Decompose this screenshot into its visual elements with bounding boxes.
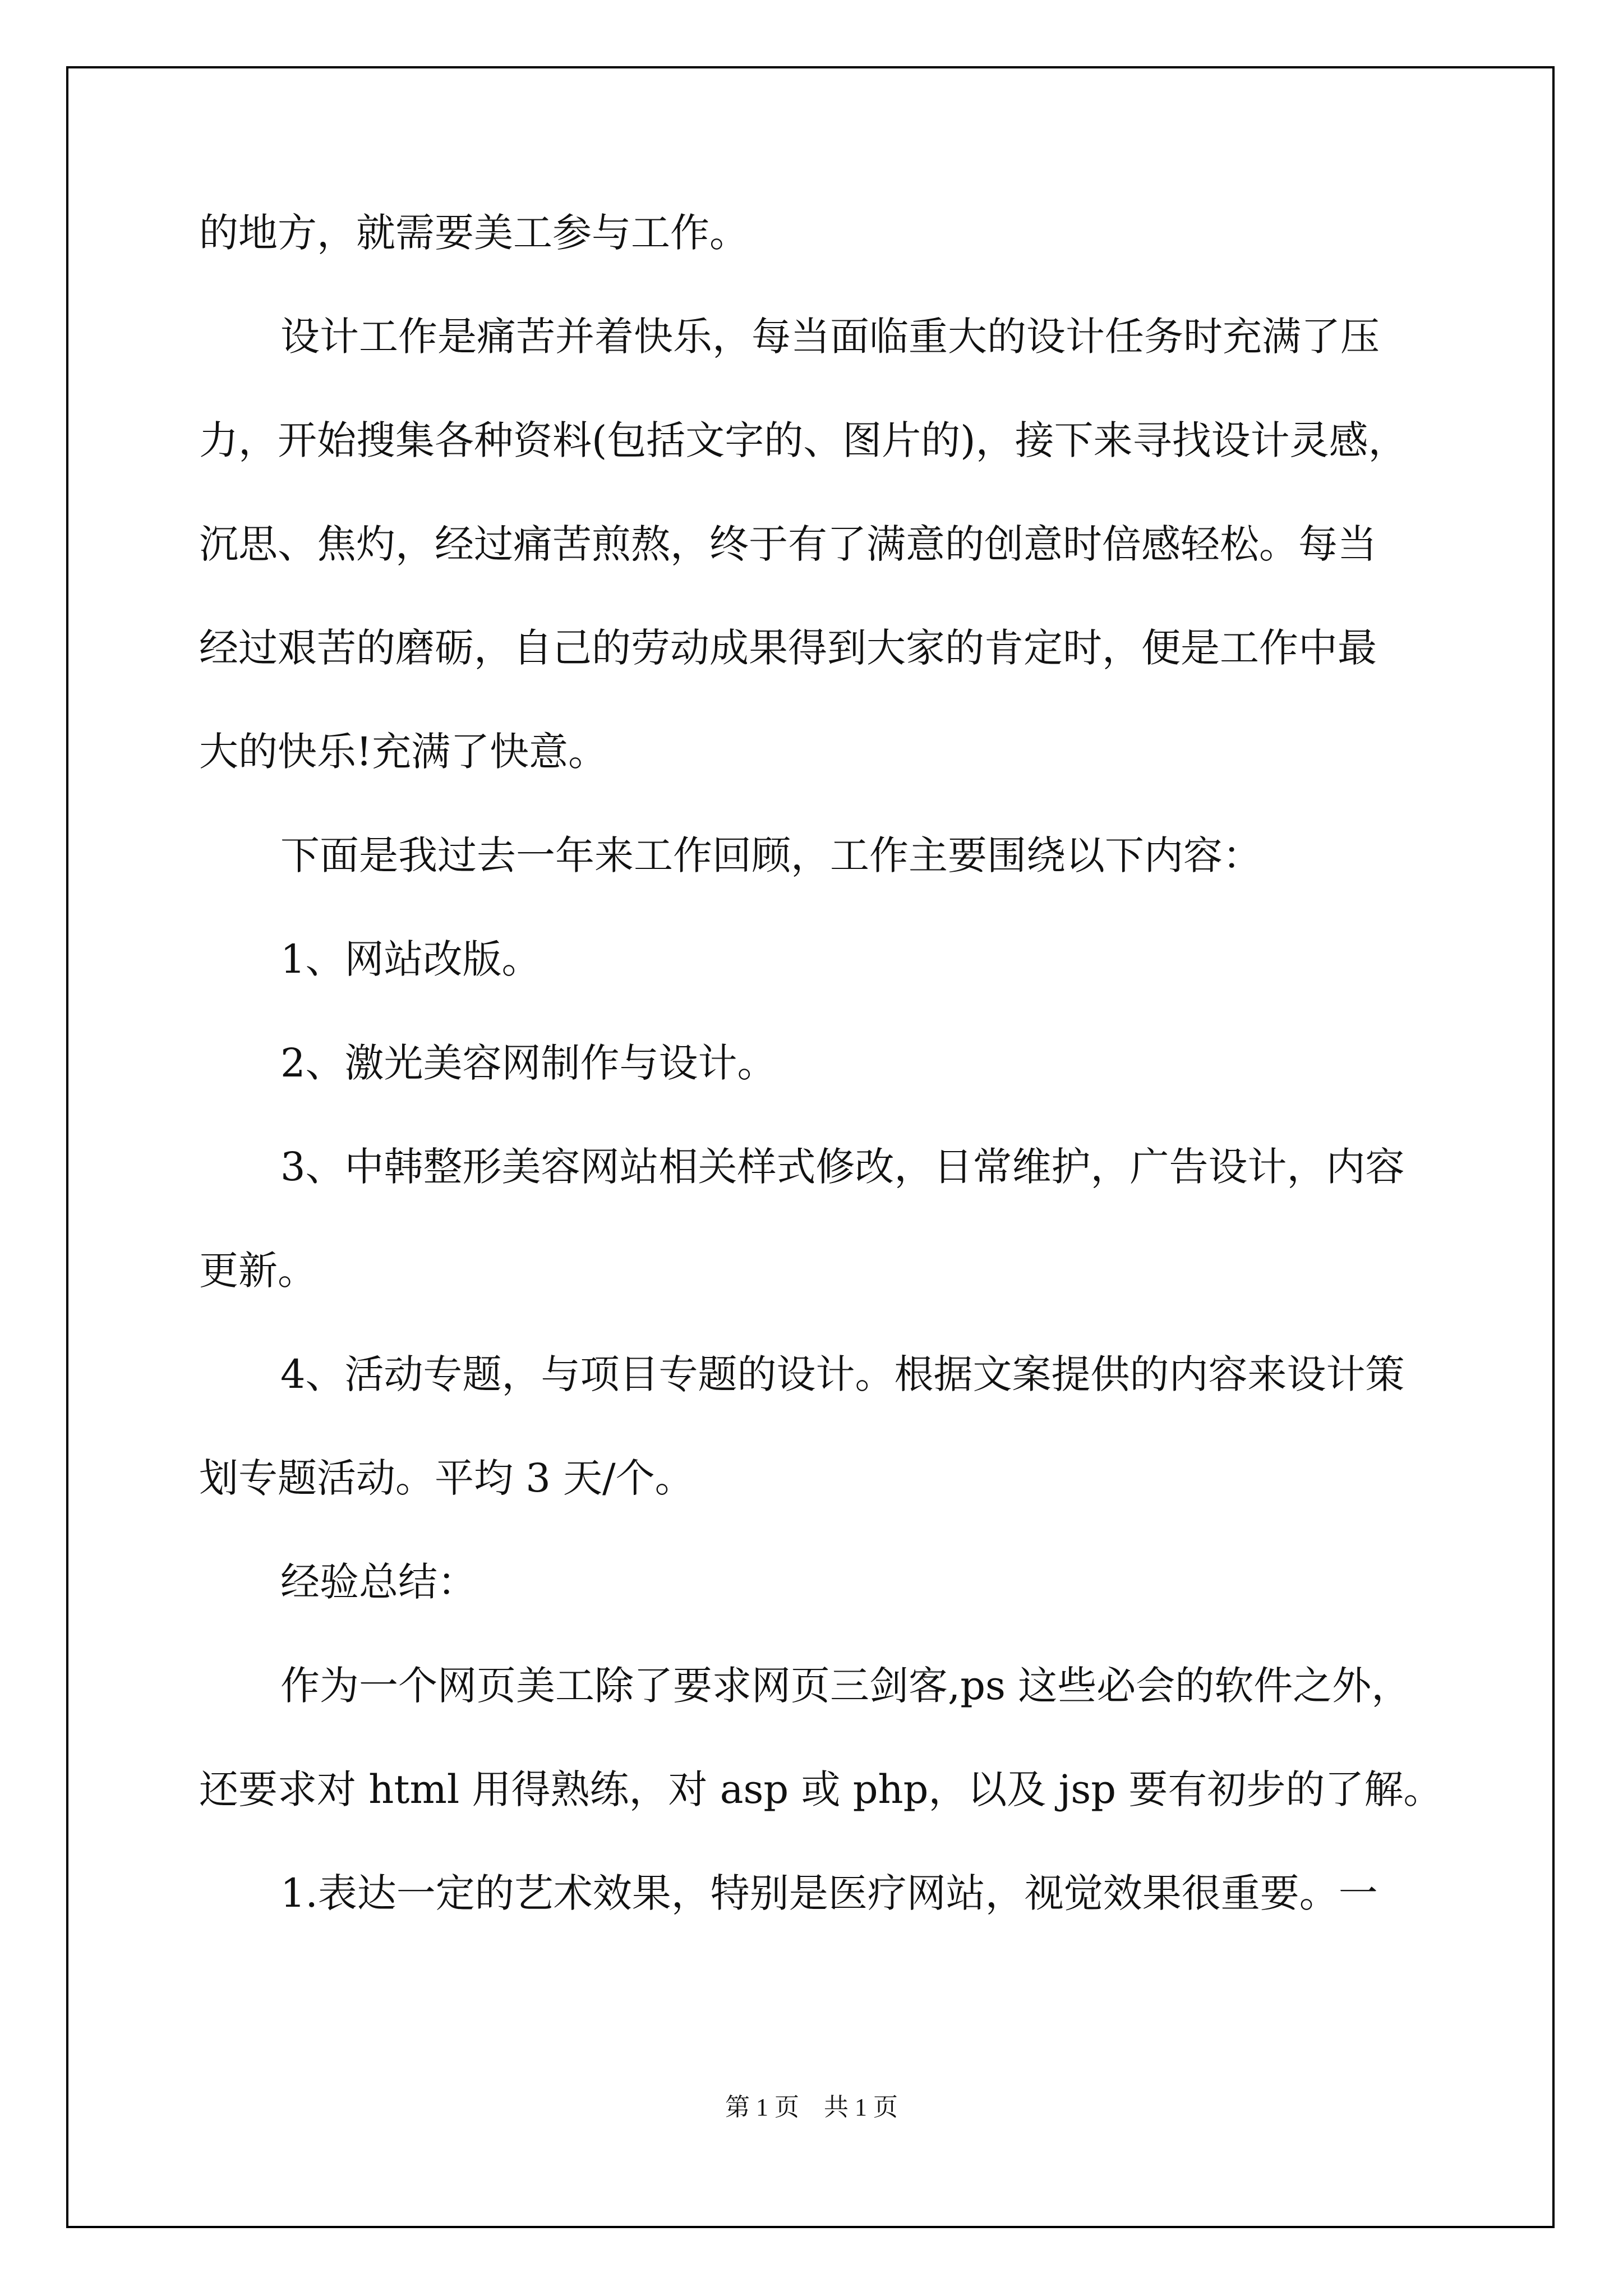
text-line: 划专题活动。平均 3 天/个。 bbox=[199, 1455, 694, 1501]
text-line: 经验总结： bbox=[280, 1559, 477, 1605]
text-line: 还要求对 html 用得熟练，对 asp 或 php，以及 jsp 要有初步的了解。 bbox=[199, 1766, 1443, 1812]
text-line: 下面是我过去一年来工作回顾，工作主要围绕以下内容： bbox=[280, 832, 1262, 878]
text-line: 2、激光美容网制作与设计。 bbox=[280, 1040, 777, 1086]
text-line: 设计工作是痛苦并着快乐，每当面临重大的设计任务时充满了压 bbox=[280, 314, 1380, 360]
text-line: 1、网站改版。 bbox=[280, 936, 541, 982]
text-line: 3、中韩整形美容网站相关样式修改，日常维护，广告设计，内容 bbox=[280, 1144, 1405, 1190]
text-line: 作为一个网页美工除了要求网页三剑客,ps 这些必会的软件之外， bbox=[280, 1663, 1411, 1709]
text-line: 的地方，就需要美工参与工作。 bbox=[199, 210, 749, 256]
text-line: 经过艰苦的磨砺，自己的劳动成果得到大家的肯定时，便是工作中最 bbox=[199, 625, 1377, 671]
text-line: 力，开始搜集各种资料(包括文字的、图片的)，接下来寻找设计灵感， bbox=[199, 417, 1408, 463]
text-line: 大的快乐!充满了快意。 bbox=[199, 729, 608, 775]
text-line: 沉思、焦灼，经过痛苦煎熬，终于有了满意的创意时倍感轻松。每当 bbox=[199, 521, 1377, 567]
page-footer: 第 1 页 共 1 页 bbox=[725, 2093, 898, 2121]
text-line: 更新。 bbox=[199, 1248, 317, 1294]
text-line: 4、活动专题，与项目专题的设计。根据文案提供的内容来设计策 bbox=[280, 1351, 1405, 1397]
text-line: 1.表达一定的艺术效果，特别是医疗网站，视觉效果很重要。一 bbox=[280, 1870, 1378, 1916]
